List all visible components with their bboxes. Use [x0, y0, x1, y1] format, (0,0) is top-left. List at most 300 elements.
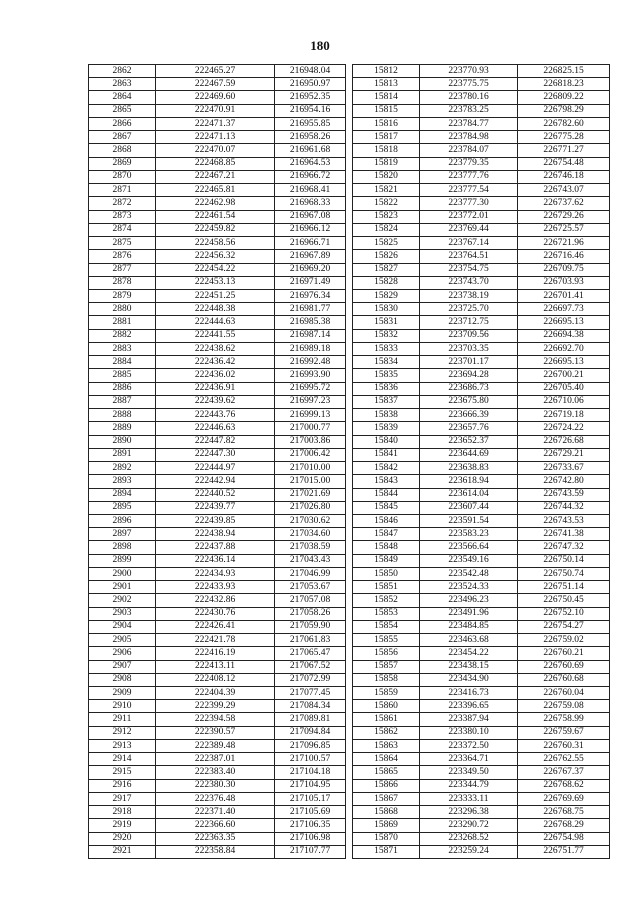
point-number-cell: 2901	[89, 581, 156, 594]
point-number-cell: 2866	[89, 117, 156, 130]
table-row	[353, 541, 610, 554]
point-number-cell: 15845	[353, 501, 420, 514]
y-coordinate-cell: 217106.35	[275, 819, 346, 832]
x-coordinate-cell: 223767.14	[420, 237, 518, 250]
y-coordinate-cell: 217077.45	[275, 687, 346, 700]
y-coordinate-cell: 216968.41	[275, 184, 346, 197]
y-coordinate-cell: 226724.22	[518, 422, 610, 435]
y-coordinate-cell: 217072.99	[275, 673, 346, 686]
y-coordinate-cell: 226759.02	[518, 634, 610, 647]
x-coordinate-cell: 223296.38	[420, 806, 518, 819]
y-coordinate-cell: 217105.17	[275, 792, 346, 805]
table-row	[89, 726, 346, 739]
x-coordinate-cell: 222446.63	[156, 422, 275, 435]
y-coordinate-cell: 226754.98	[518, 832, 610, 845]
table-row	[353, 792, 610, 805]
point-number-cell: 2914	[89, 753, 156, 766]
point-number-cell: 15854	[353, 620, 420, 633]
x-coordinate-cell: 223712.75	[420, 316, 518, 329]
table-row	[89, 779, 346, 792]
table-row	[353, 276, 610, 289]
x-coordinate-cell: 222448.38	[156, 303, 275, 316]
point-number-cell: 2875	[89, 237, 156, 250]
y-coordinate-cell: 226762.55	[518, 753, 610, 766]
y-coordinate-cell: 216952.35	[275, 91, 346, 104]
x-coordinate-cell: 223549.16	[420, 554, 518, 567]
x-coordinate-cell: 223566.64	[420, 541, 518, 554]
y-coordinate-cell: 226768.75	[518, 806, 610, 819]
point-number-cell: 2869	[89, 157, 156, 170]
x-coordinate-cell: 222439.62	[156, 395, 275, 408]
y-coordinate-cell: 216993.90	[275, 369, 346, 382]
y-coordinate-cell: 226751.14	[518, 581, 610, 594]
point-number-cell: 2888	[89, 409, 156, 422]
x-coordinate-cell: 222438.94	[156, 528, 275, 541]
y-coordinate-cell: 226695.13	[518, 356, 610, 369]
y-coordinate-cell: 217021.69	[275, 488, 346, 501]
y-coordinate-cell: 226726.68	[518, 435, 610, 448]
point-number-cell: 15868	[353, 806, 420, 819]
y-coordinate-cell: 216961.68	[275, 144, 346, 157]
y-coordinate-cell: 216966.71	[275, 237, 346, 250]
table-row	[353, 435, 610, 448]
table-row	[89, 766, 346, 779]
x-coordinate-cell: 222438.62	[156, 342, 275, 355]
point-number-cell: 2879	[89, 289, 156, 302]
point-number-cell: 2864	[89, 91, 156, 104]
point-number-cell: 15824	[353, 223, 420, 236]
point-number-cell: 15839	[353, 422, 420, 435]
y-coordinate-cell: 217034.60	[275, 528, 346, 541]
x-coordinate-cell: 222440.52	[156, 488, 275, 501]
table-row	[89, 157, 346, 170]
point-number-cell: 2883	[89, 342, 156, 355]
y-coordinate-cell: 217015.00	[275, 475, 346, 488]
y-coordinate-cell: 226760.31	[518, 739, 610, 752]
y-coordinate-cell: 216997.23	[275, 395, 346, 408]
point-number-cell: 2902	[89, 594, 156, 607]
x-coordinate-cell: 222366.60	[156, 819, 275, 832]
y-coordinate-cell: 217003.86	[275, 435, 346, 448]
point-number-cell: 15816	[353, 117, 420, 130]
y-coordinate-cell: 217106.98	[275, 832, 346, 845]
x-coordinate-cell: 222436.42	[156, 356, 275, 369]
x-coordinate-cell: 222462.98	[156, 197, 275, 210]
x-coordinate-cell: 223666.39	[420, 409, 518, 422]
table-row	[353, 634, 610, 647]
table-row	[89, 144, 346, 157]
x-coordinate-cell: 223434.90	[420, 673, 518, 686]
x-coordinate-cell: 223709.56	[420, 329, 518, 342]
point-number-cell: 15867	[353, 792, 420, 805]
point-number-cell: 15815	[353, 104, 420, 117]
y-coordinate-cell: 217058.26	[275, 607, 346, 620]
point-number-cell: 15821	[353, 184, 420, 197]
x-coordinate-cell: 223496.23	[420, 594, 518, 607]
table-row	[89, 567, 346, 580]
table-row	[353, 91, 610, 104]
x-coordinate-cell: 223463.68	[420, 634, 518, 647]
y-coordinate-cell: 217038.59	[275, 541, 346, 554]
point-number-cell: 2890	[89, 435, 156, 448]
table-row	[353, 197, 610, 210]
y-coordinate-cell: 226798.29	[518, 104, 610, 117]
x-coordinate-cell: 223416.73	[420, 687, 518, 700]
point-number-cell: 15817	[353, 131, 420, 144]
y-coordinate-cell: 226760.21	[518, 647, 610, 660]
table-row	[353, 713, 610, 726]
x-coordinate-cell: 222442.94	[156, 475, 275, 488]
table-row	[353, 567, 610, 580]
point-number-cell: 2886	[89, 382, 156, 395]
table-row	[89, 660, 346, 673]
point-number-cell: 2898	[89, 541, 156, 554]
point-number-cell: 15813	[353, 78, 420, 91]
y-coordinate-cell: 217010.00	[275, 462, 346, 475]
point-number-cell: 2882	[89, 329, 156, 342]
y-coordinate-cell: 216966.72	[275, 170, 346, 183]
y-coordinate-cell: 216955.85	[275, 117, 346, 130]
point-number-cell: 15862	[353, 726, 420, 739]
y-coordinate-cell: 226703.93	[518, 276, 610, 289]
x-coordinate-cell: 223652.37	[420, 435, 518, 448]
y-coordinate-cell: 226741.38	[518, 528, 610, 541]
y-coordinate-cell: 226700.21	[518, 369, 610, 382]
y-coordinate-cell: 226737.62	[518, 197, 610, 210]
y-coordinate-cell: 217067.52	[275, 660, 346, 673]
y-coordinate-cell: 226760.68	[518, 673, 610, 686]
point-number-cell: 15840	[353, 435, 420, 448]
y-coordinate-cell: 226775.28	[518, 131, 610, 144]
point-number-cell: 2868	[89, 144, 156, 157]
x-coordinate-cell: 223387.94	[420, 713, 518, 726]
y-coordinate-cell: 226760.04	[518, 687, 610, 700]
point-number-cell: 15834	[353, 356, 420, 369]
coordinate-table-left	[88, 64, 346, 859]
table-row	[353, 184, 610, 197]
table-row	[353, 223, 610, 236]
table-row	[353, 78, 610, 91]
x-coordinate-cell: 223703.35	[420, 342, 518, 355]
table-row	[353, 660, 610, 673]
point-number-cell: 2908	[89, 673, 156, 686]
point-number-cell: 2876	[89, 250, 156, 263]
x-coordinate-cell: 222436.02	[156, 369, 275, 382]
y-coordinate-cell: 217061.83	[275, 634, 346, 647]
x-coordinate-cell: 222454.22	[156, 263, 275, 276]
x-coordinate-cell: 222459.82	[156, 223, 275, 236]
x-coordinate-cell: 223775.75	[420, 78, 518, 91]
y-coordinate-cell: 226751.77	[518, 845, 610, 858]
y-coordinate-cell: 226752.10	[518, 607, 610, 620]
point-number-cell: 2910	[89, 700, 156, 713]
x-coordinate-cell: 222389.48	[156, 739, 275, 752]
table-row	[353, 620, 610, 633]
point-number-cell: 15828	[353, 276, 420, 289]
x-coordinate-cell: 223754.75	[420, 263, 518, 276]
table-row	[353, 594, 610, 607]
point-number-cell: 2877	[89, 263, 156, 276]
table-row	[89, 554, 346, 567]
y-coordinate-cell: 226743.07	[518, 184, 610, 197]
point-number-cell: 2892	[89, 462, 156, 475]
y-coordinate-cell: 226692.70	[518, 342, 610, 355]
y-coordinate-cell: 216976.34	[275, 289, 346, 302]
y-coordinate-cell: 226729.21	[518, 448, 610, 461]
point-number-cell: 2900	[89, 567, 156, 580]
y-coordinate-cell: 226750.74	[518, 567, 610, 580]
point-number-cell: 15844	[353, 488, 420, 501]
y-coordinate-cell: 226754.27	[518, 620, 610, 633]
point-number-cell: 15858	[353, 673, 420, 686]
point-number-cell: 15843	[353, 475, 420, 488]
y-coordinate-cell: 226767.37	[518, 766, 610, 779]
y-coordinate-cell: 226747.32	[518, 541, 610, 554]
point-number-cell: 15820	[353, 170, 420, 183]
point-number-cell: 15850	[353, 567, 420, 580]
table-row	[89, 594, 346, 607]
point-number-cell: 2912	[89, 726, 156, 739]
table-row	[89, 753, 346, 766]
table-row	[89, 237, 346, 250]
table-row	[89, 65, 346, 78]
point-number-cell: 15849	[353, 554, 420, 567]
x-coordinate-cell: 222468.85	[156, 157, 275, 170]
y-coordinate-cell: 216985.38	[275, 316, 346, 329]
table-row	[353, 303, 610, 316]
y-coordinate-cell: 226742.80	[518, 475, 610, 488]
x-coordinate-cell: 223777.54	[420, 184, 518, 197]
table-row	[89, 634, 346, 647]
y-coordinate-cell: 216995.72	[275, 382, 346, 395]
y-coordinate-cell: 226721.96	[518, 237, 610, 250]
point-number-cell: 2881	[89, 316, 156, 329]
table-row	[353, 263, 610, 276]
point-number-cell: 15853	[353, 607, 420, 620]
y-coordinate-cell: 217030.62	[275, 514, 346, 527]
table-row	[89, 170, 346, 183]
point-number-cell: 2909	[89, 687, 156, 700]
x-coordinate-cell: 223349.50	[420, 766, 518, 779]
y-coordinate-cell: 216958.26	[275, 131, 346, 144]
table-row	[353, 144, 610, 157]
x-coordinate-cell: 223542.48	[420, 567, 518, 580]
table-row	[89, 819, 346, 832]
x-coordinate-cell: 223607.44	[420, 501, 518, 514]
point-number-cell: 15812	[353, 65, 420, 78]
coordinate-table-right	[352, 64, 610, 859]
table-row	[89, 448, 346, 461]
y-coordinate-cell: 216968.33	[275, 197, 346, 210]
point-number-cell: 15825	[353, 237, 420, 250]
point-number-cell: 2865	[89, 104, 156, 117]
y-coordinate-cell: 217043.43	[275, 554, 346, 567]
y-coordinate-cell: 217089.81	[275, 713, 346, 726]
table-row	[89, 369, 346, 382]
table-row	[89, 700, 346, 713]
x-coordinate-cell: 223772.01	[420, 210, 518, 223]
point-number-cell: 2895	[89, 501, 156, 514]
table-row	[89, 356, 346, 369]
x-coordinate-cell: 223438.15	[420, 660, 518, 673]
y-coordinate-cell: 217046.99	[275, 567, 346, 580]
x-coordinate-cell: 223524.33	[420, 581, 518, 594]
table-row	[353, 832, 610, 845]
table-row	[89, 422, 346, 435]
x-coordinate-cell: 222413.11	[156, 660, 275, 673]
table-row	[353, 462, 610, 475]
point-number-cell: 15865	[353, 766, 420, 779]
table-row	[353, 488, 610, 501]
point-number-cell: 15838	[353, 409, 420, 422]
point-number-cell: 15823	[353, 210, 420, 223]
x-coordinate-cell: 222441.55	[156, 329, 275, 342]
x-coordinate-cell: 223686.73	[420, 382, 518, 395]
point-number-cell: 2915	[89, 766, 156, 779]
y-coordinate-cell: 226768.29	[518, 819, 610, 832]
y-coordinate-cell: 217096.85	[275, 739, 346, 752]
point-number-cell: 15837	[353, 395, 420, 408]
table-row	[89, 475, 346, 488]
point-number-cell: 2893	[89, 475, 156, 488]
point-number-cell: 15856	[353, 647, 420, 660]
table-row	[89, 792, 346, 805]
y-coordinate-cell: 217026.80	[275, 501, 346, 514]
y-coordinate-cell: 217053.67	[275, 581, 346, 594]
point-number-cell: 2867	[89, 131, 156, 144]
table-row	[89, 620, 346, 633]
x-coordinate-cell: 223738.19	[420, 289, 518, 302]
x-coordinate-cell: 222399.29	[156, 700, 275, 713]
y-coordinate-cell: 217057.08	[275, 594, 346, 607]
y-coordinate-cell: 226695.13	[518, 316, 610, 329]
table-row	[89, 581, 346, 594]
x-coordinate-cell: 222433.93	[156, 581, 275, 594]
table-row	[89, 501, 346, 514]
x-coordinate-cell: 222436.91	[156, 382, 275, 395]
x-coordinate-cell: 222471.13	[156, 131, 275, 144]
y-coordinate-cell: 226744.32	[518, 501, 610, 514]
point-number-cell: 2916	[89, 779, 156, 792]
point-number-cell: 15855	[353, 634, 420, 647]
table-row	[353, 369, 610, 382]
table-row	[353, 237, 610, 250]
x-coordinate-cell: 223675.80	[420, 395, 518, 408]
x-coordinate-cell: 222465.81	[156, 184, 275, 197]
y-coordinate-cell: 217104.18	[275, 766, 346, 779]
table-row	[353, 395, 610, 408]
table-row	[89, 250, 346, 263]
y-coordinate-cell: 226725.57	[518, 223, 610, 236]
coordinate-tables	[88, 64, 610, 859]
x-coordinate-cell: 222461.54	[156, 210, 275, 223]
x-coordinate-cell: 222467.59	[156, 78, 275, 91]
x-coordinate-cell: 222447.30	[156, 448, 275, 461]
point-number-cell: 2913	[89, 739, 156, 752]
table-row	[89, 329, 346, 342]
y-coordinate-cell: 216992.48	[275, 356, 346, 369]
x-coordinate-cell: 222470.91	[156, 104, 275, 117]
point-number-cell: 2921	[89, 845, 156, 858]
y-coordinate-cell: 217059.90	[275, 620, 346, 633]
x-coordinate-cell: 223638.83	[420, 462, 518, 475]
point-number-cell: 15831	[353, 316, 420, 329]
point-number-cell: 2894	[89, 488, 156, 501]
x-coordinate-cell: 222439.77	[156, 501, 275, 514]
table-row	[89, 647, 346, 660]
y-coordinate-cell: 226809.22	[518, 91, 610, 104]
table-row	[89, 845, 346, 858]
y-coordinate-cell: 226818.23	[518, 78, 610, 91]
point-number-cell: 15841	[353, 448, 420, 461]
point-number-cell: 2874	[89, 223, 156, 236]
y-coordinate-cell: 226716.46	[518, 250, 610, 263]
point-number-cell: 15842	[353, 462, 420, 475]
y-coordinate-cell: 216966.12	[275, 223, 346, 236]
y-coordinate-cell: 217006.42	[275, 448, 346, 461]
y-coordinate-cell: 226701.41	[518, 289, 610, 302]
point-number-cell: 15846	[353, 514, 420, 527]
y-coordinate-cell: 216967.08	[275, 210, 346, 223]
page-number: 180	[310, 38, 330, 53]
y-coordinate-cell: 217100.57	[275, 753, 346, 766]
y-coordinate-cell: 217094.84	[275, 726, 346, 739]
y-coordinate-cell: 216950.97	[275, 78, 346, 91]
point-number-cell: 2891	[89, 448, 156, 461]
table-row	[353, 607, 610, 620]
y-coordinate-cell: 217000.77	[275, 422, 346, 435]
point-number-cell: 2880	[89, 303, 156, 316]
y-coordinate-cell: 216989.18	[275, 342, 346, 355]
point-number-cell: 15826	[353, 250, 420, 263]
point-number-cell: 2917	[89, 792, 156, 805]
table-row	[89, 673, 346, 686]
y-coordinate-cell: 226754.48	[518, 157, 610, 170]
point-number-cell: 15857	[353, 660, 420, 673]
point-number-cell: 15835	[353, 369, 420, 382]
point-number-cell: 2889	[89, 422, 156, 435]
x-coordinate-cell: 223484.85	[420, 620, 518, 633]
table-row	[89, 541, 346, 554]
table-row	[89, 342, 346, 355]
table-row	[353, 819, 610, 832]
table-row	[353, 779, 610, 792]
x-coordinate-cell: 223614.04	[420, 488, 518, 501]
point-number-cell: 15832	[353, 329, 420, 342]
y-coordinate-cell: 226705.40	[518, 382, 610, 395]
table-row	[353, 65, 610, 78]
table-row	[353, 581, 610, 594]
y-coordinate-cell: 226825.15	[518, 65, 610, 78]
x-coordinate-cell: 222390.57	[156, 726, 275, 739]
table-row	[89, 395, 346, 408]
y-coordinate-cell: 226750.45	[518, 594, 610, 607]
x-coordinate-cell: 222467.21	[156, 170, 275, 183]
x-coordinate-cell: 222437.88	[156, 541, 275, 554]
x-coordinate-cell: 223784.98	[420, 131, 518, 144]
table-row	[353, 475, 610, 488]
y-coordinate-cell: 216981.77	[275, 303, 346, 316]
point-number-cell: 15864	[353, 753, 420, 766]
point-number-cell: 2872	[89, 197, 156, 210]
x-coordinate-cell: 223364.71	[420, 753, 518, 766]
table-row	[353, 528, 610, 541]
point-number-cell: 15851	[353, 581, 420, 594]
x-coordinate-cell: 223701.17	[420, 356, 518, 369]
point-number-cell: 2904	[89, 620, 156, 633]
table-row	[353, 289, 610, 302]
table-row	[353, 342, 610, 355]
